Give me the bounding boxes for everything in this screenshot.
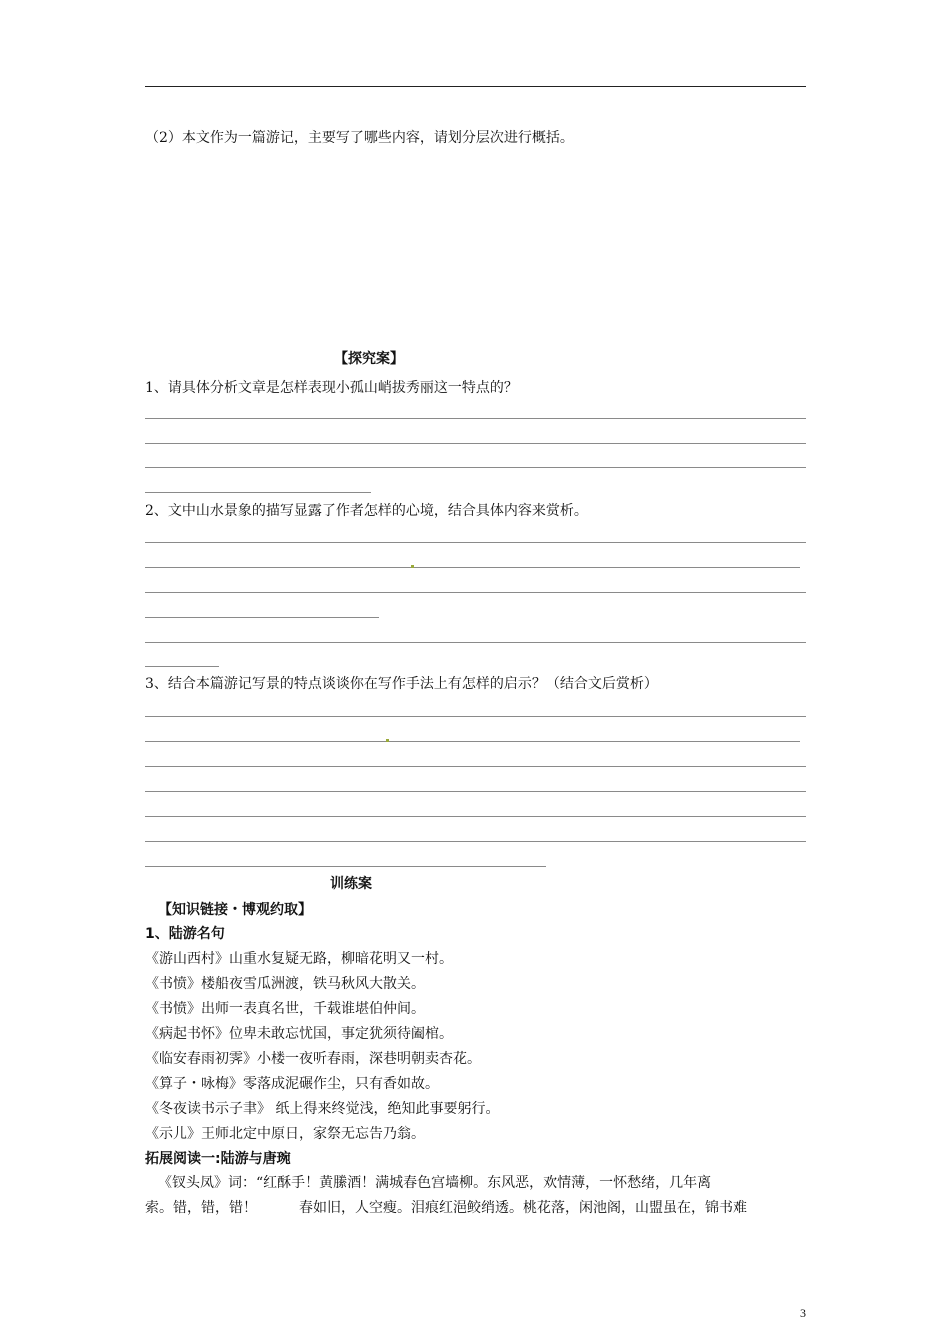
answer-line (145, 592, 806, 593)
quote-line: 《书愤》出师一表真名世，千载谁堪伯仲间。 (145, 1001, 425, 1017)
answer-line (145, 542, 806, 543)
answer-line (145, 741, 800, 742)
answer-line (145, 467, 806, 468)
answer-line (145, 841, 806, 842)
explore-question-1: 1、请具体分析文章是怎样表现小孤山峭拔秀丽这一特点的？ (145, 380, 518, 396)
question-2-prompt: （2）本文作为一篇游记，主要写了哪些内容，请划分层次进行概括。 (145, 130, 574, 146)
reading-paragraph-line: 索。错，错，错！ 春如旧，人空瘦。泪痕红浥鲛绡透。桃花落，闲池阁，山盟虽在，锦书难 (145, 1200, 747, 1216)
section-famous-lines: 1、陆游名句 (145, 926, 225, 942)
ink-speck (411, 565, 414, 568)
answer-line (145, 443, 806, 444)
quote-line: 《冬夜读书示子聿》 纸上得来终觉浅，绝知此事要躬行。 (145, 1101, 500, 1117)
explore-question-2: 2、文中山水景象的描写显露了作者怎样的心境，结合具体内容来赏析。 (145, 503, 588, 519)
answer-line (145, 666, 219, 667)
quote-line: 《临安春雨初霁》小楼一夜听春雨，深巷明朝卖杏花。 (145, 1051, 481, 1067)
quote-line: 《算子・咏梅》零落成泥碾作尘，只有香如故。 (145, 1076, 439, 1092)
explore-question-3: 3、结合本篇游记写景的特点谈谈你在写作手法上有怎样的启示？（结合文后赏析） (145, 676, 658, 692)
reading-paragraph-line: 《钗头凤》词：“红酥手！黄縢酒！满城春色宫墙柳。东风恶，欢情薄，一怀愁绪，几年离 (158, 1175, 712, 1191)
knowledge-link-heading: 【知识链接・博观约取】 (158, 902, 312, 918)
answer-line (145, 791, 806, 792)
explore-heading: 【探究案】 (334, 351, 404, 367)
page-number: 3 (800, 1306, 806, 1320)
quote-line: 《病起书怀》位卑未敢忘忧国，事定犹须待阖棺。 (145, 1026, 453, 1042)
top-rule (145, 86, 806, 87)
quote-line: 《游山西村》山重水复疑无路，柳暗花明又一村。 (145, 951, 453, 967)
answer-line (145, 492, 371, 493)
answer-line (145, 816, 806, 817)
quote-line: 《书愤》楼船夜雪瓜洲渡，铁马秋风大散关。 (145, 976, 425, 992)
answer-line (145, 617, 379, 618)
answer-line (145, 766, 806, 767)
answer-line (145, 418, 806, 419)
answer-line (145, 716, 806, 717)
extended-reading-heading: 拓展阅读一:陆游与唐琬 (145, 1151, 291, 1167)
ink-speck (386, 739, 389, 742)
training-heading: 训练案 (330, 876, 372, 892)
answer-line (145, 567, 800, 568)
quote-line: 《示儿》王师北定中原日，家祭无忘告乃翁。 (145, 1126, 425, 1142)
answer-line (145, 642, 806, 643)
answer-line (145, 866, 546, 867)
